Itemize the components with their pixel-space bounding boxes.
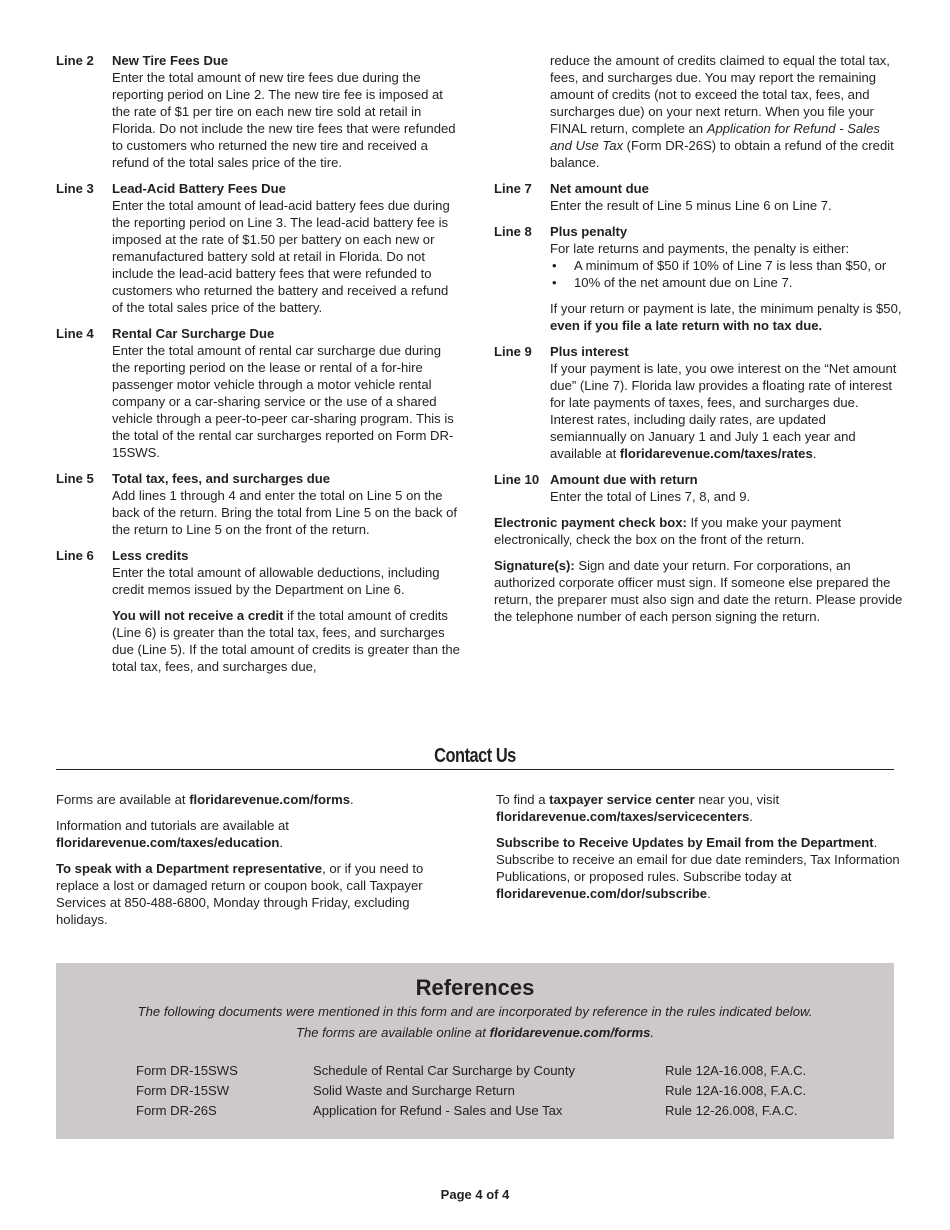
line-9-instruction [494,343,904,462]
line-text: Enter the total amount of rental car surcharge due during the reporting period on the lease or rental of a for-hire passenger motor vehicle through a motor vehicle rental company or a car-sharing service or the use of a shared vehicle through a peer-to-peer car-sharing program. This is the total of the rental car surcharges reported on Form DR-15SWS. [112,343,454,460]
line-number: Line 5 [56,471,94,486]
line-number: Line 10 [494,472,540,487]
reference-row [136,1101,806,1121]
reference-rule: Rule 12A-16.008, F.A.C. [665,1083,807,1098]
signature-note: Signature(s): Sign and date your return. For corporations, an authorized corporate officer must sign. If someone else prepared the return, the preparer must also sign and date the return. Please provide the telephone number of each person signing the return. [494,558,903,624]
line-number: Line 2 [56,53,94,68]
line-text: Enter the total of Lines 7, 8, and 9. [550,489,751,504]
line-number: Line 9 [494,344,532,359]
line-heading: Less credits [112,548,189,563]
left-column [56,52,462,684]
line-text: For late returns and payments, the penalty is either: [550,241,850,256]
line-10-instruction [494,471,904,505]
line-4-instruction [56,325,462,461]
forms-info: Forms are available at floridarevenue.com/forms. [56,792,354,807]
line-number: Line 7 [494,181,532,196]
line-6-instruction [56,547,462,675]
education-link[interactable]: floridarevenue.com/taxes/education [56,835,280,850]
subscribe-link[interactable]: floridarevenue.com/dor/subscribe [496,886,708,901]
reference-description: Schedule of Rental Car Surcharge by County [313,1063,576,1078]
line-2-instruction [56,52,462,171]
reference-form: Form DR-15SWS [136,1063,238,1078]
references-forms-link[interactable]: floridarevenue.com/forms [489,1025,651,1040]
references-box [56,963,894,1139]
credit-note: You will not receive a credit if the total amount of credits (Line 6) is greater than the total tax, fees, and surcharges due (Line 5). If the total amount of credits is greater than the total tax, fees, and surcharges due, [112,608,460,674]
references-heading: References [415,975,535,1000]
line-text: Enter the total amount of new tire fees due during the reporting period on Line 2. The new tire fee is imposed at the rate of $1 per tire on each new tire sold at retail in Florida. Do not include the new tire fees that were refunded to customers who returned the new tire and received a refund of the total sales price of the tire. [112,70,456,170]
line-number: Line 6 [56,548,94,563]
line-heading: Lead-Acid Battery Fees Due [112,181,286,196]
line-text: Enter the result of Line 5 minus Line 6 on Line 7. [550,198,832,213]
references-table [136,1061,806,1121]
reference-row [136,1061,806,1081]
bullet-item: • A minimum of $50 if 10% of Line 7 is less than $50, or [552,258,887,273]
reference-rule: Rule 12A-16.008, F.A.C. [665,1063,807,1078]
reference-row [136,1081,806,1101]
penalty-note: If your return or payment is late, the minimum penalty is $50, even if you file a late return with no tax due. [550,301,902,333]
line-heading: Rental Car Surcharge Due [112,326,275,341]
line-heading: Total tax, fees, and surcharges due [112,471,331,486]
line-number: Line 8 [494,224,532,239]
reference-description: Solid Waste and Surcharge Return [313,1083,515,1098]
reference-form: Form DR-26S [136,1103,217,1118]
electronic-payment-note: Electronic payment check box: If you make your payment electronically, check the box on the front of the return. [494,515,842,547]
line-heading: Plus interest [550,344,629,359]
reference-rule: Rule 12-26.008, F.A.C. [665,1103,798,1118]
line-8-instruction [494,223,904,334]
line-number: Line 4 [56,326,94,341]
contact-right [496,791,910,911]
line-text: Enter the total amount of allowable deductions, including credit memos issued by the Department on Line 6. [112,565,440,597]
references-intro-1: The following documents were mentioned in this form and are incorporated by reference in the rules indicated below. [137,1004,813,1019]
line-6-continuation: reduce the amount of credits claimed to equal the total tax, fees, and surcharges due. You may report the remaining amount of credits (not to exceed the total tax, fees, and surcharges due) on your next return. When you file your FINAL return, complete an Application for Refund - Sales and Use Tax (Form DR-26S) to obtain a refund of the credit balance. [550,53,894,170]
forms-link[interactable]: floridarevenue.com/forms [189,792,350,807]
line-5-instruction [56,470,462,538]
bullet-item: • 10% of the net amount due on Line 7. [552,275,793,290]
line-heading: Net amount due [550,181,649,196]
line-heading: Plus penalty [550,224,628,239]
line-3-instruction [56,180,462,316]
representative-info: To speak with a Department representative, or if you need to replace a lost or damaged return or coupon book, call Taxpayer Services at 850-488-6800, Monday through Friday, excluding holidays. [56,861,424,927]
contact-us-heading: Contact Us [434,745,516,767]
reference-description: Application for Refund - Sales and Use Tax [313,1103,563,1118]
education-info: Information and tutorials are available at floridarevenue.com/taxes/education. [56,818,289,850]
line-text: If your payment is late, you owe interest on the “Net amount due” (Line 7). Florida law provides a floating rate of interest for late payments of taxes, fees, and surcharges due. Interest rates, including daily rates, are updated semiannually on January 1 and July 1 each year and available at floridarevenue.com/taxes/rates. [550,361,897,461]
line-heading: Amount due with return [550,472,698,487]
line-text: Enter the total amount of lead-acid battery fees due during the reporting period on Line 3. The lead-acid battery fee is imposed at the rate of $1.50 per battery on each new or remanufactured battery sold at retail in Florida. Do not include the lead-acid battery fees that were refunded to customers who returned the battery and received a refund of the total sales price of the battery. [112,198,450,315]
references-intro-2: The forms are available online at floridarevenue.com/forms. [295,1025,655,1040]
bullet-icon: • [552,275,557,290]
line-number: Line 3 [56,181,94,196]
reference-form: Form DR-15SW [136,1083,230,1098]
line-7-instruction [494,180,904,214]
line-heading: New Tire Fees Due [112,53,229,68]
service-center-info: To find a taxpayer service center near you, visit floridarevenue.com/taxes/servicecenters. [496,792,780,824]
bullet-icon: • [552,258,557,273]
rates-link[interactable]: floridarevenue.com/taxes/rates [619,446,813,461]
right-column [494,52,904,634]
page-number: Page 4 of 4 [440,1187,510,1202]
contact-left [56,791,456,937]
subscribe-info: Subscribe to Receive Updates by Email from the Department. Subscribe to receive an email for due date reminders, Tax Information Publications, or proposed rules. Subscribe today at floridarevenue.com/dor/subscribe. [496,835,900,901]
service-centers-link[interactable]: floridarevenue.com/taxes/servicecenters [496,809,750,824]
contact-divider [56,769,894,770]
line-text: Add lines 1 through 4 and enter the total on Line 5 on the back of the return. Bring the total from Line 5 on the back of the return to Line 5 on the front of the return. [112,488,458,537]
